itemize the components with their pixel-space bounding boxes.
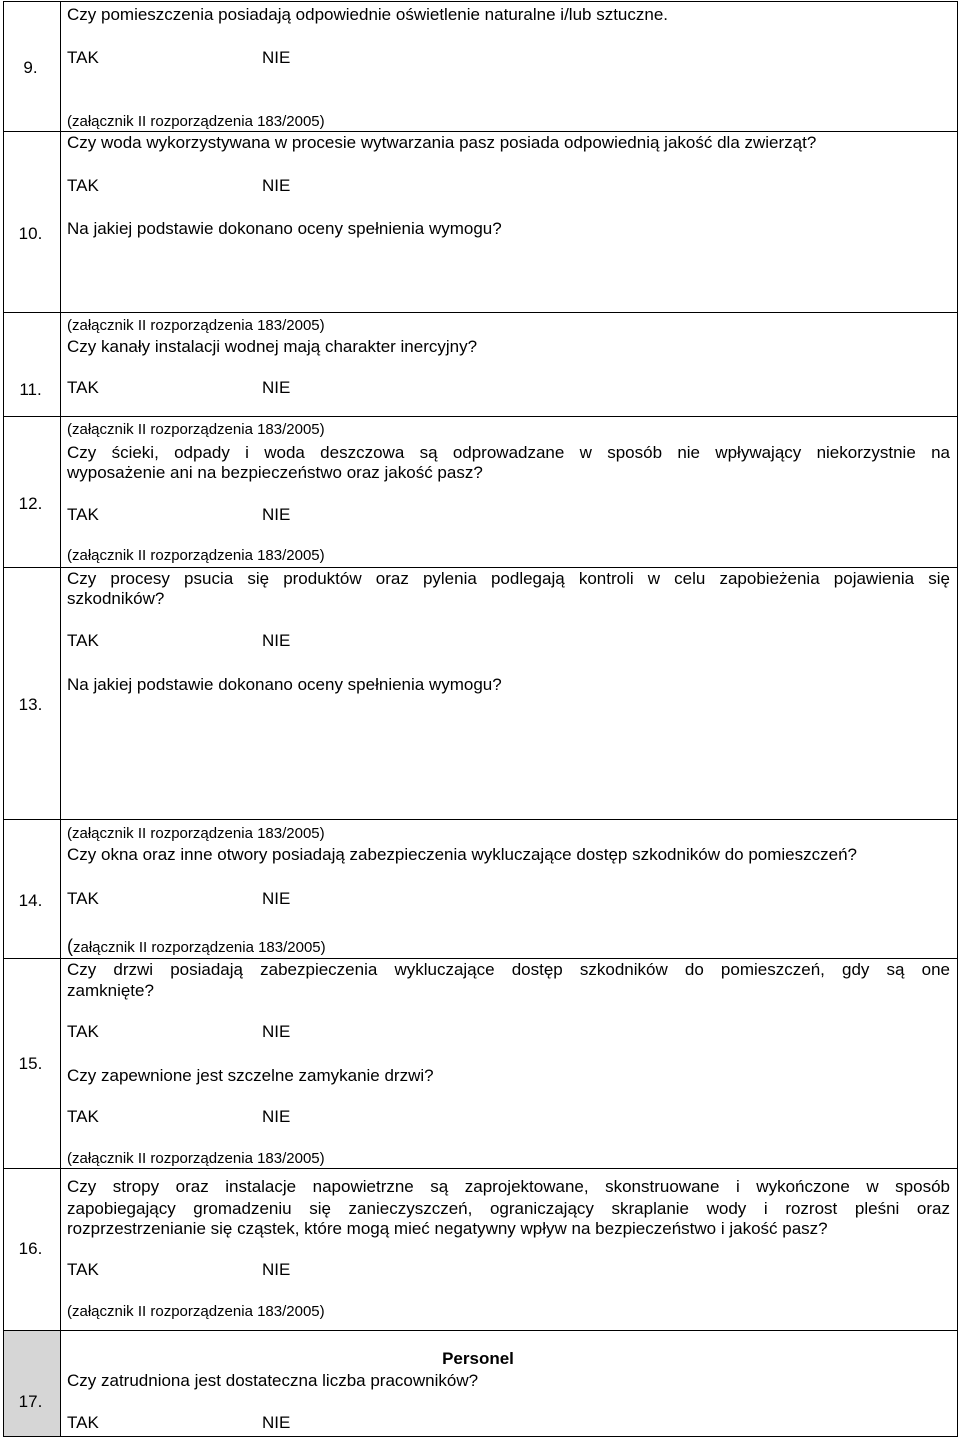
regulation-reference: (załącznik II rozporządzenia 183/2005) xyxy=(67,421,325,438)
question-text-line3: rozprzestrzenianie się cząstek, które mogą mieć negatywny wpływ na bezpieczeństwo i jakość pasz? xyxy=(67,1219,828,1238)
row-number: 16. xyxy=(18,1239,43,1258)
assessment-basis-question: Na jakiej podstawie dokonano oceny spełnienia wymogu? xyxy=(67,675,502,694)
row-number: 17. xyxy=(18,1392,43,1411)
answer-no[interactable]: NIE xyxy=(262,378,291,397)
row-divider xyxy=(3,416,958,417)
row-number: 12. xyxy=(18,494,43,513)
answer-no[interactable]: NIE xyxy=(262,631,291,650)
question-text: Czy kanały instalacji wodnej mają charakter inercyjny? xyxy=(67,337,478,356)
question-text: Czy stropy oraz instalacje napowietrzne są zaprojektowane, skonstruowane i wykończone w sposób xyxy=(67,1177,950,1196)
regulation-reference: (załącznik II rozporządzenia 183/2005) xyxy=(67,113,325,130)
table-top-border xyxy=(3,1,958,2)
regulation-reference: (załącznik II rozporządzenia 183/2005) xyxy=(67,1150,325,1167)
answer-yes[interactable]: TAK xyxy=(67,1022,99,1041)
answer-yes[interactable]: TAK xyxy=(67,631,99,650)
section-title: Personel xyxy=(442,1349,514,1368)
answer-no[interactable]: NIE xyxy=(262,505,291,524)
answer-no[interactable]: NIE xyxy=(262,1022,291,1041)
question-text: Czy ścieki, odpady i woda deszczowa są odprowadzane w sposób nie wpływający niekorzystnie na xyxy=(67,443,950,462)
answer-no[interactable]: NIE xyxy=(262,1260,291,1279)
question-text-continued: wyposażenie ani na bezpieczeństwo oraz jakość pasz? xyxy=(67,463,483,482)
question-text: Czy drzwi posiadają zabezpieczenia wykluczające dostęp szkodników do pomieszczeń, gdy są one xyxy=(67,960,950,979)
row-divider xyxy=(3,819,958,820)
answer-yes-secondary[interactable]: TAK xyxy=(67,1107,99,1126)
answer-no-secondary[interactable]: NIE xyxy=(262,1107,291,1126)
answer-yes[interactable]: TAK xyxy=(67,48,99,67)
question-text: Czy zatrudniona jest dostateczna liczba pracowników? xyxy=(67,1371,479,1390)
question-text: Czy okna oraz inne otwory posiadają zabezpieczenia wykluczające dostęp szkodników do pomieszczeń? xyxy=(67,845,857,864)
regulation-reference: (załącznik II rozporządzenia 183/2005) xyxy=(67,317,325,334)
table-bottom-border xyxy=(3,1436,958,1437)
reference-open-paren: ( xyxy=(67,936,73,956)
answer-no[interactable]: NIE xyxy=(262,1413,291,1432)
answer-yes[interactable]: TAK xyxy=(67,1413,99,1432)
row-number: 11. xyxy=(19,380,42,399)
row-divider xyxy=(3,1330,958,1331)
table-left-border xyxy=(3,1,4,1437)
regulation-reference: (załącznik II rozporządzenia 183/2005) xyxy=(67,825,325,842)
regulation-reference xyxy=(67,937,326,957)
row-number: 10. xyxy=(18,224,43,243)
answer-yes[interactable]: TAK xyxy=(67,505,99,524)
row-number: 13. xyxy=(18,695,43,714)
reference-text: załącznik II rozporządzenia 183/2005) xyxy=(73,939,326,956)
answer-yes[interactable]: TAK xyxy=(67,378,99,397)
answer-yes[interactable]: TAK xyxy=(67,176,99,195)
regulation-reference: (załącznik II rozporządzenia 183/2005) xyxy=(67,1303,325,1320)
assessment-basis-question: Na jakiej podstawie dokonano oceny spełnienia wymogu? xyxy=(67,219,502,238)
question-text: Czy pomieszczenia posiadają odpowiednie oświetlenie naturalne i/lub sztuczne. xyxy=(67,5,669,24)
row-number: 9. xyxy=(23,58,38,77)
regulation-reference: (załącznik II rozporządzenia 183/2005) xyxy=(67,547,325,564)
answer-yes[interactable]: TAK xyxy=(67,889,99,908)
question-text: Czy procesy psucia się produktów oraz pylenia podlegają kontroli w celu zapobieżenia pojawienia się xyxy=(67,569,950,588)
answer-yes[interactable]: TAK xyxy=(67,1260,99,1279)
question-text-continued: zamknięte? xyxy=(67,981,154,1000)
table-right-border xyxy=(957,1,958,1437)
row-divider xyxy=(3,1168,958,1169)
question-text: Czy woda wykorzystywana w procesie wytwarzania pasz posiada odpowiednią jakość dla zwierząt? xyxy=(67,133,817,152)
row-divider xyxy=(3,312,958,313)
question-text-secondary: Czy zapewnione jest szczelne zamykanie drzwi? xyxy=(67,1066,434,1085)
row-number: 15. xyxy=(18,1054,43,1073)
row-divider xyxy=(3,131,958,132)
answer-no[interactable]: NIE xyxy=(262,176,291,195)
question-text-continued: szkodników? xyxy=(67,589,165,608)
column-divider xyxy=(60,1,61,1437)
row-number: 14. xyxy=(18,891,43,910)
question-text-line2: zapobiegający gromadzeniu się zanieczyszczeń, ograniczający skraplanie wody i rozrost pleśni oraz xyxy=(67,1199,950,1218)
answer-no[interactable]: NIE xyxy=(262,889,291,908)
answer-no[interactable]: NIE xyxy=(262,48,291,67)
